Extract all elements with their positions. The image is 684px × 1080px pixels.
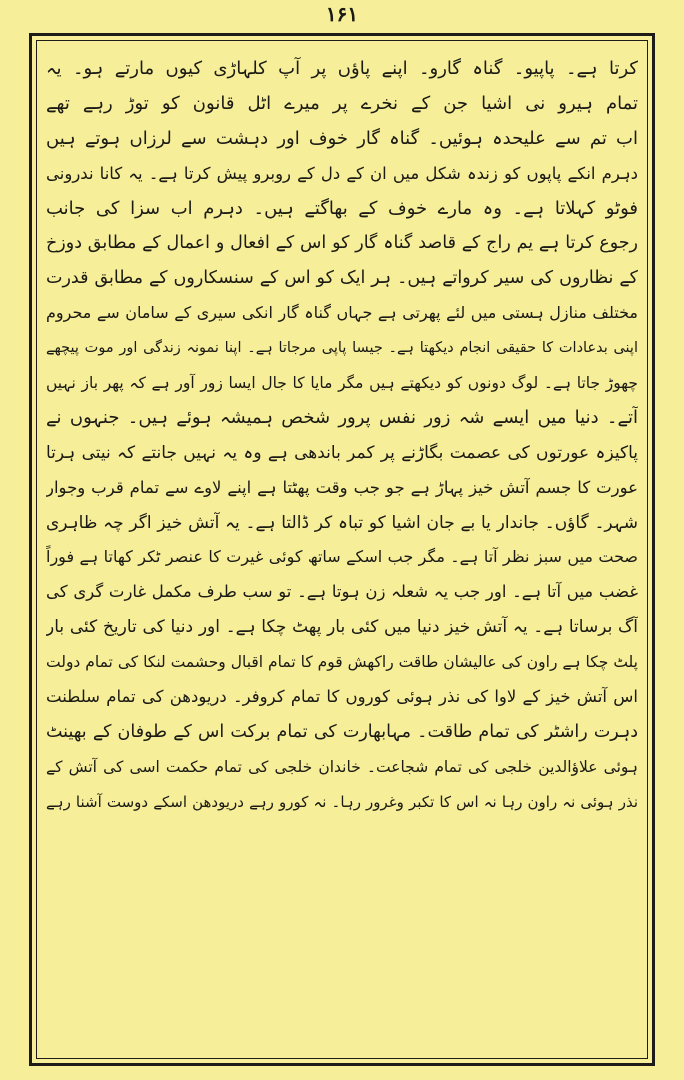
text-line: دہرت راشٹر کی تمام طاقت۔ مہابھارت کی تمام برکت اس کے طوفان کے بھینٹ [46, 721, 638, 742]
text-line: اپنی بدعادات کا حقیقی انجام دیکھتا ہے۔ جیسا پاپی مرجاتا ہے۔ اپنا نمونہ زندگی اور موت پیچھے [46, 340, 638, 357]
text-line: عورت کا جسم آتش خیز پہاڑ ہے جو جب وقت پھٹتا ہے اپنے لاوے سے تمام قرب وجوار [46, 477, 638, 497]
page-number: ۱۶۱ [325, 2, 359, 26]
text-line: پلٹ چکا ہے راون کی عالیشان طاقت راکھش قوم کا تمام اقبال وحشمت لنکا کی تمام دولت [46, 653, 638, 672]
text-line: شہر۔ گاؤں۔ جاندار یا بے جان اشیا کو تباہ کر ڈالتا ہے۔ یہ آتش خیز اگر چہ ظاہری [46, 512, 638, 533]
text-line: دہرم انکے پاپوں کو زندہ شکل میں ان کے دل کے روبرو پیش کرتا ہے۔ یہ کانا ندرونی [46, 163, 638, 183]
text-line: رجوع کرتا ہے یم راج کے قاصد گناہ گار کو اس کے افعال و اعمال کے مطابق دوزخ [46, 233, 638, 254]
text-line: فوٹو کہلاتا ہے۔ وہ مارے خوف کے بھاگتے ہیں۔ دہرم اب سزا کی جانب [46, 197, 638, 219]
text-line: ہوئی علاؤالدین خلجی کی تمام شجاعت۔ خاندان خلجی کی تمام حکمت اسی کی آتش کے [46, 757, 638, 776]
text-line: کرتا ہے۔ پاپیو۔ گناہ گارو۔ اپنے پاؤں پر آپ کلہاڑی کیوں مارتے ہو۔ یہ [46, 58, 638, 79]
page-text-body [46, 52, 638, 1052]
text-line: مختلف منازل ہستی میں لئے پھرتی ہے جہاں گناہ گار انکی سیری کے سامان سے محروم [46, 303, 638, 323]
text-line: غضب میں آتا ہے۔ اور جب یہ شعلہ زن ہوتا ہے۔ تو سب طرف مکمل غارت گری کی [46, 582, 638, 602]
text-line: آگ برساتا ہے۔ یہ آتش خیز دنیا میں کئی بار پھٹ چکا ہے۔ اور دنیا کی تاریخ کئی بار [46, 617, 638, 638]
text-line: صحت میں سبز نظر آتا ہے۔ مگر جب اسکے ساتھ کوئی غیرت کا عنصر ٹکر کھاتا ہے فوراً [46, 547, 638, 567]
text-line: چھوڑ جاتا ہے۔ لوگ دونوں کو دیکھتے ہیں مگر مایا کا جال ایسا زور آور ہے کہ پھر باز نہیں [46, 374, 638, 393]
text-line: پاکیزہ عورتوں کی عصمت بگاڑنے پر کمر باندھی ہے وہ یہ نہیں جانتے کہ نیتی ہرتا [46, 442, 638, 463]
text-line: اب تم سے علیحدہ ہوئیں۔ گناہ گار خوف اور دہشت سے لرزاں ہوتے ہیں [46, 127, 638, 149]
text-line: تمام ہیرو نی اشیا جن کے نخرے پر میرے اٹل قانون کو توڑ رہے تھے [46, 92, 638, 114]
text-line: کے نظاروں کی سیر کرواتے ہیں۔ ہر ایک کو اس کے سنسکاروں کے مطابق قدرت [46, 268, 638, 289]
text-line: آتے۔ دنیا میں ایسے شہ زور نفس پرور شخص ہمیشہ ہوئے ہیں۔ جنہوں نے [46, 406, 638, 428]
text-line: نذر ہوئی نہ راون رہا نہ اس کا تکبر وغرور رہا۔ نہ کورو رہے دریودھن اسکے دوست آشنا رہے [46, 792, 638, 811]
text-line: اس آتش خیز کے لاوا کی نذر ہوئی کوروں کا تمام کروفر۔ دریودھن کی تمام سلطنت [46, 687, 638, 707]
